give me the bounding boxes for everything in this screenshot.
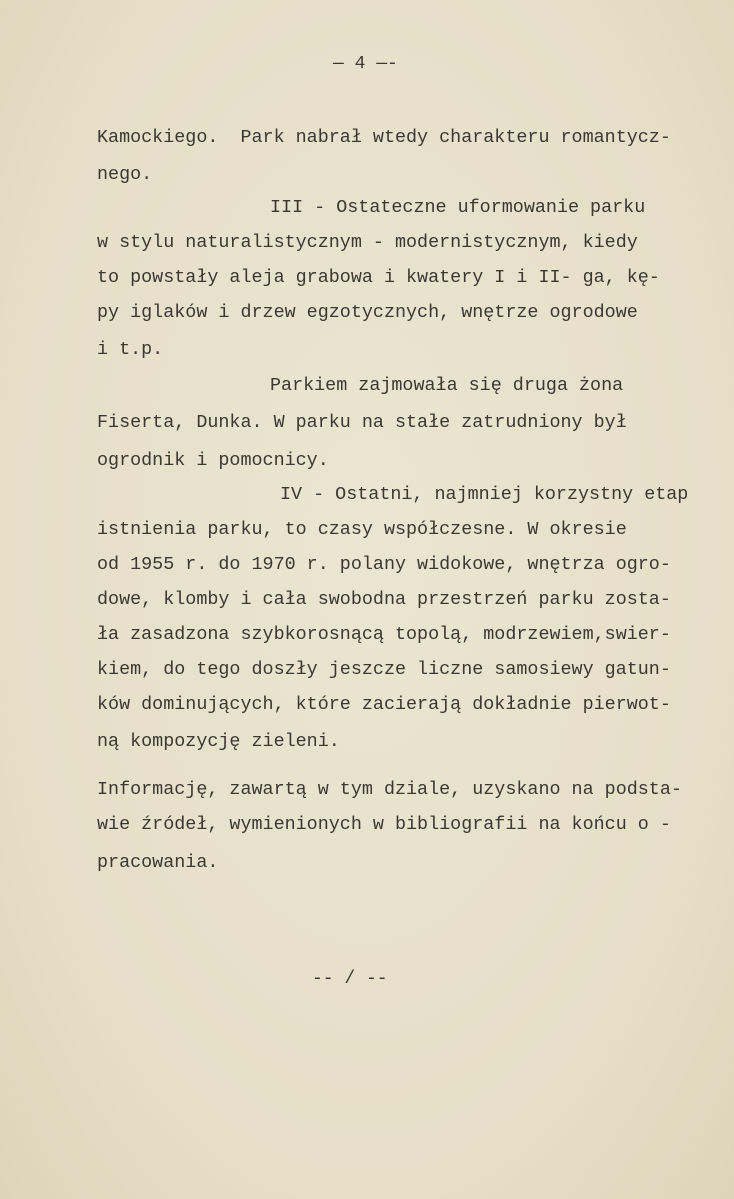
text-line: Fiserta, Dunka. W parku na stałe zatrudniony był <box>97 412 627 433</box>
paragraph-start: Parkiem zajmowała się druga żona <box>270 375 624 396</box>
text-line: istnienia parku, to czasy współczesne. W okresie <box>97 519 627 540</box>
text-line: py iglaków i drzew egzotycznych, wnętrze ogrodowe <box>97 302 638 323</box>
text-line: ków dominujących, które zacierają dokładnie pierwot- <box>97 694 671 715</box>
text-line: to powstały aleja grabowa i kwatery I i II- ga, kę- <box>97 267 660 288</box>
text-line: ogrodnik i pomocnicy. <box>97 450 329 471</box>
text-line: pracowania. <box>97 852 219 873</box>
text-line: w stylu naturalistycznym - modernistycznym, kiedy <box>97 232 638 253</box>
text-line: ła zasadzona szybkorosnącą topolą, modrzewiem,swier- <box>97 624 671 645</box>
page-number: — 4 —- <box>333 54 398 74</box>
paragraph-start: Informację, zawartą w tym dziale, uzyskano na podsta- <box>97 779 682 800</box>
text-line: Kamockiego. Park nabrał wtedy charakteru romantycz- <box>97 127 671 148</box>
text-line: dowe, klomby i cała swobodna przestrzeń parku zosta- <box>97 589 671 610</box>
text-line: ną kompozycję zieleni. <box>97 731 340 752</box>
text-line: nego. <box>97 164 153 185</box>
text-line: i t.p. <box>97 339 164 360</box>
text-line: od 1955 r. do 1970 r. polany widokowe, wnętrza ogro- <box>97 554 671 575</box>
section-heading-iii: III - Ostateczne uformowanie parku <box>270 197 646 218</box>
section-heading-iv: IV - Ostatni, najmniej korzystny etap <box>280 484 689 505</box>
text-line: kiem, do tego doszły jeszcze liczne samosiewy gatun- <box>97 659 671 680</box>
text-line: wie źródeł, wymienionych w bibliografii na końcu o - <box>97 814 671 835</box>
end-mark: -- / -- <box>312 969 388 989</box>
